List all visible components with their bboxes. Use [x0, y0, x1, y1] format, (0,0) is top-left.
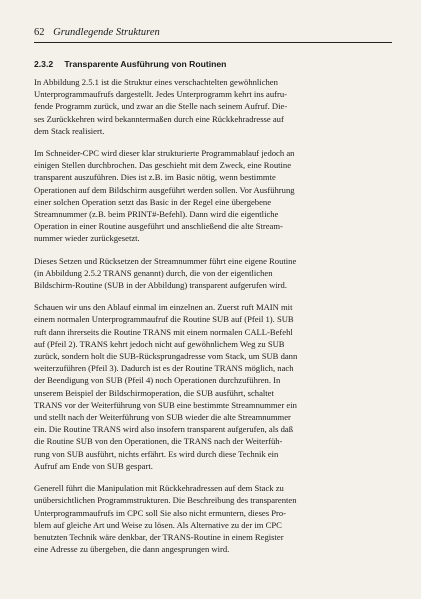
section-title: Transparente Ausführung von Routinen [64, 59, 227, 69]
text-line: Streamnummer (z.B. beim PRINT#-Befehl). Dann wird die eigentliche [34, 209, 279, 220]
text-line: Generell führt die Manipulation mit Rückkehradressen auf dem Stack zu [34, 483, 284, 494]
text-line: auf (Pfeil 2). TRANS kehrt jedoch nicht auf gewöhnlichem Weg zu SUB [34, 338, 285, 349]
text-line: zurück, sondern holt die SUB-Rücksprungadresse vom Stack, um SUB dann [34, 351, 298, 362]
page-body [34, 58, 392, 565]
text-line: und stellt nach der Weiterführung von SUB wieder die alte Streamnummer [34, 412, 291, 423]
text-line: blem auf gleiche Art und Weise zu lösen. Als Alternative zu der im CPC [34, 519, 282, 530]
text-line: In Abbildung 2.5.1 ist die Struktur eines verschachtelten gewöhnlichen [34, 77, 278, 87]
text-line: Aufruf am Ende von SUB gespart. [34, 460, 153, 471]
running-head [34, 26, 392, 40]
text-line: TRANS vor der Weiterführung von SUB eine bestimmte Streamnummer ein [34, 399, 297, 410]
text-line: nummer wieder zurückgesetzt. [34, 233, 140, 244]
text-line: die Routine SUB von den Operationen, die TRANS nach der Weiterfüh- [34, 436, 283, 447]
text-line: Operationen auf dem Bildschirm ausgeführt werden sollen. Vor Ausführung [34, 184, 295, 195]
text-line: ein. Die Routine TRANS wird also insofern transparent aufgerufen, als daß [34, 424, 294, 435]
text-line: Unterprogrammaufrufs im CPC soll Sie also nicht ermuntern, dieses Pro- [34, 507, 287, 518]
section-number: 2.3.2 [34, 59, 54, 69]
header-rule [34, 42, 392, 43]
text-line: Operation in einer Routine ausgeführt und anschließend die alte Stream- [34, 221, 283, 232]
text-line: ses Zurückkehren wird bekanntermaßen durch eine Rückkehradresse auf [34, 113, 284, 124]
text-line: einigen Stellen durchbrochen. Das geschieht mit dem Zweck, eine Routine [34, 160, 292, 171]
text-line: transparent auszuführen. Dies ist z.B. im Basic nötig, wenn bestimmte [34, 172, 276, 183]
section-heading [34, 58, 392, 70]
paragraph-list [34, 76, 392, 555]
text-line: Unterprogrammaufrufs dargestellt. Jedes Unterprogramm kehrt ins aufru- [34, 89, 288, 100]
text-line: Bildschirm-Routine (SUB in der Abbildung) transparent aufgerufen wird. [34, 280, 287, 291]
text-line: der Beendigung von SUB (Pfeil 4) noch Operationen durchzuführen. In [34, 375, 281, 386]
text-line: fende Programm zurück, und zwar an die Stelle nach seinem Aufruf. Die- [34, 101, 288, 112]
text-line: unserem Beispiel der Bildschirmoperation, die SUB ausführt, schaltet [34, 387, 274, 398]
text-line: dem Stack realisiert. [34, 125, 105, 136]
text-line: einer solchen Operation setzt das Basic in der Regel eine übergebene [34, 196, 272, 207]
text-line: eine Adresse zu übergeben, die dann angesprungen wird. [34, 544, 230, 555]
text-line: ruft dann ihrerseits die Routine TRANS mit einem normalen CALL-Befehl [34, 326, 293, 337]
text-line: Schauen wir uns den Ablauf einmal im einzelnen an. Zuerst ruft MAIN mit [34, 302, 293, 313]
page-number: 62 [34, 27, 45, 38]
text-line: Im Schneider-CPC wird dieser klar strukturierte Programmablauf jedoch an [34, 148, 295, 159]
paragraph [34, 482, 392, 555]
text-line: benutzten Technik wäre denkbar, der TRANS-Routine in einem Register [34, 531, 284, 542]
text-line: weiterzuführen (Pfeil 3). Dadurch ist es der Routine TRANS möglich, nach [34, 363, 294, 374]
chapter-title: Grundlegende Strukturen [53, 27, 160, 38]
paragraph [34, 76, 392, 137]
text-line: unübersichtlichen Programmstrukturen. Die Beschreibung des transparenten [34, 495, 297, 506]
text-line: einem normalen Unterprogrammaufruf die Routine SUB auf (Pfeil 1). SUB [34, 314, 294, 325]
paragraph [34, 301, 392, 472]
text-line: rung von SUB ausführt, nichts erfährt. Es wird durch diese Technik ein [34, 448, 279, 459]
text-line: Dieses Setzen und Rücksetzen der Streamnummer führt eine eigene Routine [34, 255, 297, 266]
text-line: (in Abbildung 2.5.2 TRANS genannt) durch, die von der eigentlichen [34, 267, 273, 278]
paragraph [34, 255, 392, 292]
paragraph [34, 147, 392, 245]
